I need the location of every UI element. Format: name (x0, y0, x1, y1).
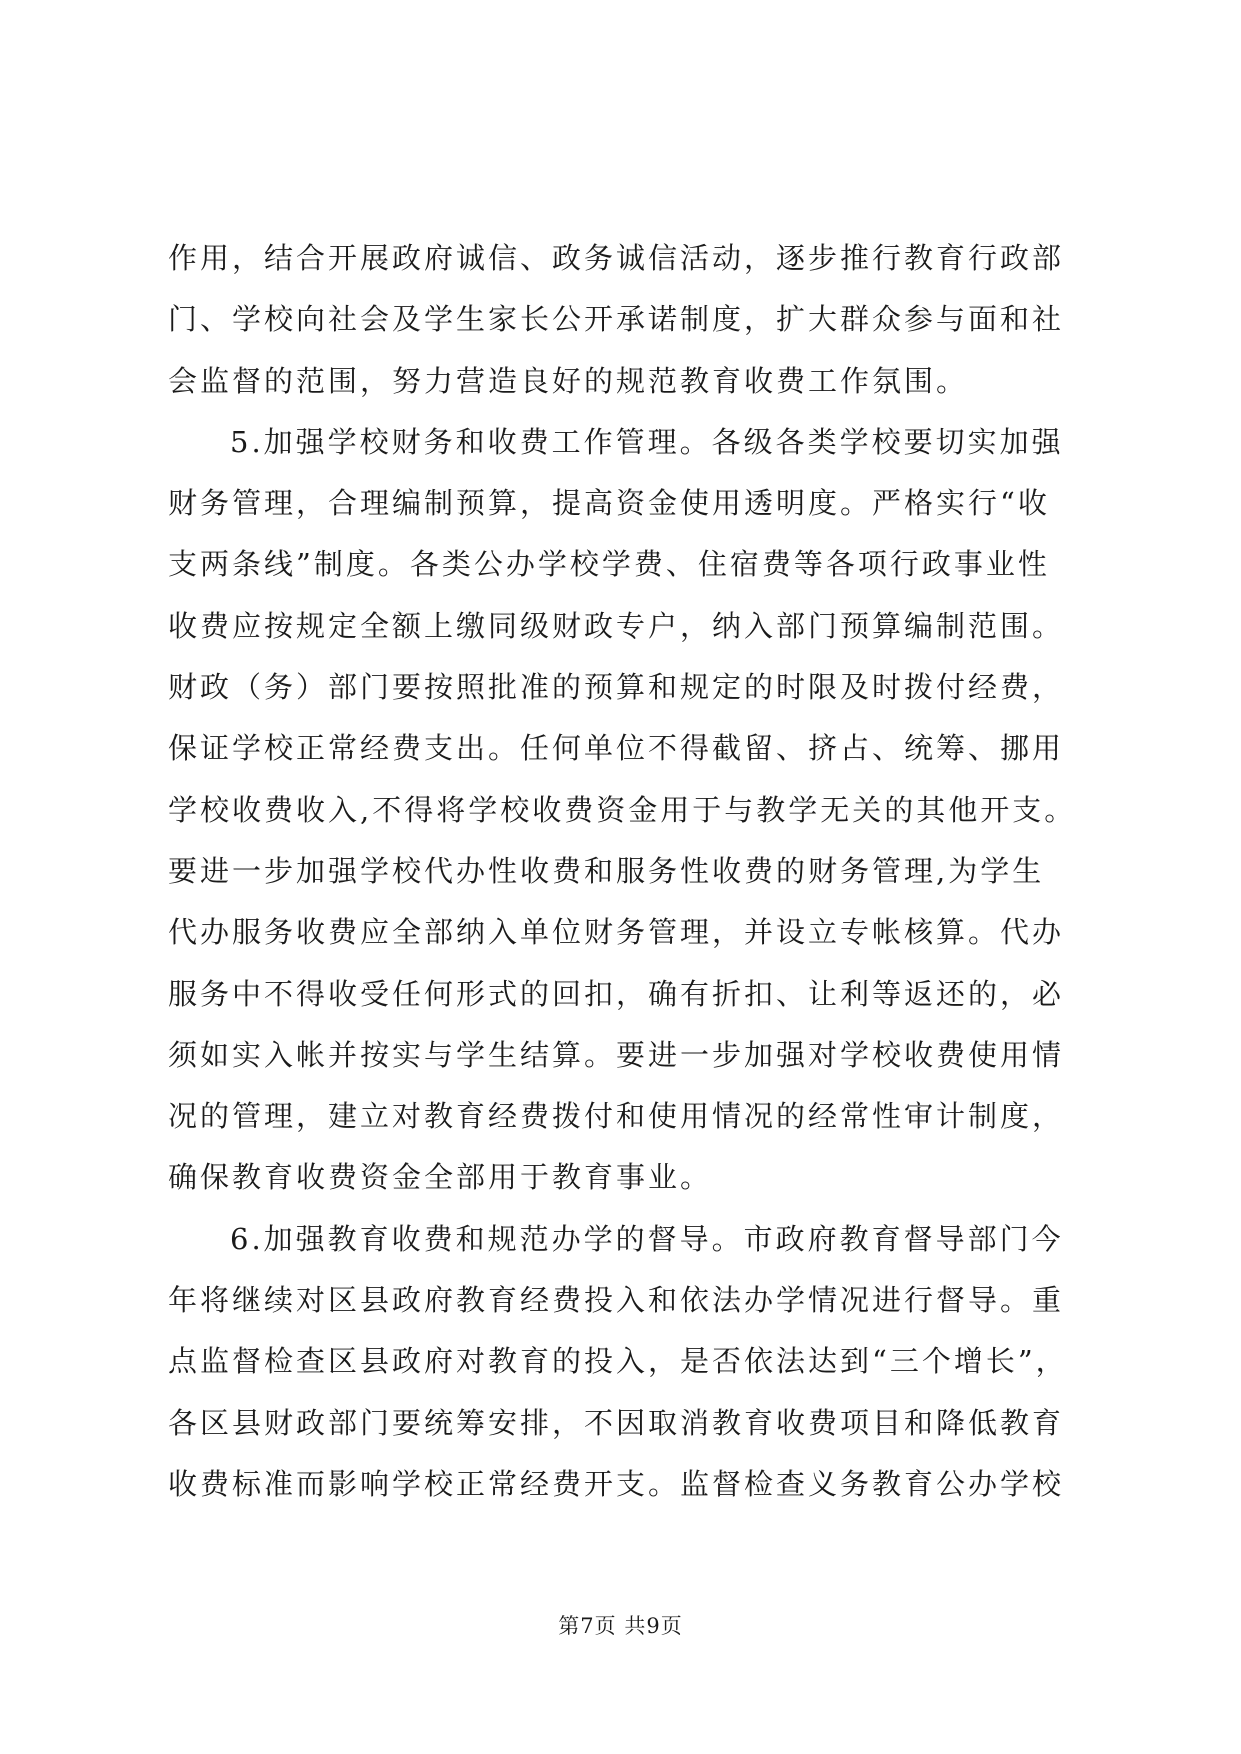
text-line: 门、学校向社会及学生家长公开承诺制度，扩大群众参与面和社 (168, 302, 1065, 337)
text-line: 财务管理，合理编制预算，提高资金使用透明度。严格实行“收 (168, 486, 1050, 521)
text-line: 服务中不得收受任何形式的回扣，确有折扣、让利等返还的，必 (168, 976, 1065, 1011)
text-line: 确保教育收费资金全部用于教育事业。 (168, 1160, 713, 1195)
text-line: 点监督检查区县政府对教育的投入，是否依法达到“三个增长”， (168, 1344, 1068, 1379)
text-line: 各区县财政部门要统筹安排，不因取消教育收费项目和降低教育 (168, 1405, 1065, 1440)
text-line: 6.加强教育收费和规范办学的督导。市政府教育督导部门今 (230, 1221, 1064, 1256)
text-line: 财政（务）部门要按照批准的预算和规定的时限及时拨付经费， (168, 670, 1065, 705)
body-text (168, 228, 1078, 1515)
text-line: 学校收费收入,不得将学校收费资金用于与教学无关的其他开支。 (168, 792, 1077, 827)
text-line: 须如实入帐并按实与学生结算。要进一步加强对学校收费使用情 (168, 1037, 1065, 1072)
text-line: 收费应按规定全额上缴同级财政专户，纳入部门预算编制范围。 (168, 608, 1065, 643)
text-line: 保证学校正常经费支出。任何单位不得截留、挤占、统筹、挪用 (168, 731, 1065, 766)
text-line: 支两条线”制度。各类公办学校学费、住宿费等各项行政事业性 (168, 547, 1050, 582)
text-line: 代办服务收费应全部纳入单位财务管理，并设立专帐核算。代办 (168, 915, 1065, 950)
text-line: 要进一步加强学校代办性收费和服务性收费的财务管理,为学生 (168, 853, 1045, 888)
text-line: 况的管理，建立对教育经费拨付和使用情况的经常性审计制度， (168, 1099, 1065, 1134)
text-line: 作用，结合开展政府诚信、政务诚信活动，逐步推行教育行政部 (168, 241, 1065, 275)
text-line: 收费标准而影响学校正常经费开支。监督检查义务教育公办学校 (168, 1466, 1065, 1501)
text-line: 年将继续对区县政府教育经费投入和依法办学情况进行督导。重 (168, 1283, 1065, 1318)
page-footer: 第7页 共9页 (558, 1614, 683, 1638)
text-line: 会监督的范围，努力营造良好的规范教育收费工作氛围。 (168, 363, 969, 398)
text-line: 5.加强学校财务和收费工作管理。各级各类学校要切实加强 (230, 424, 1064, 459)
